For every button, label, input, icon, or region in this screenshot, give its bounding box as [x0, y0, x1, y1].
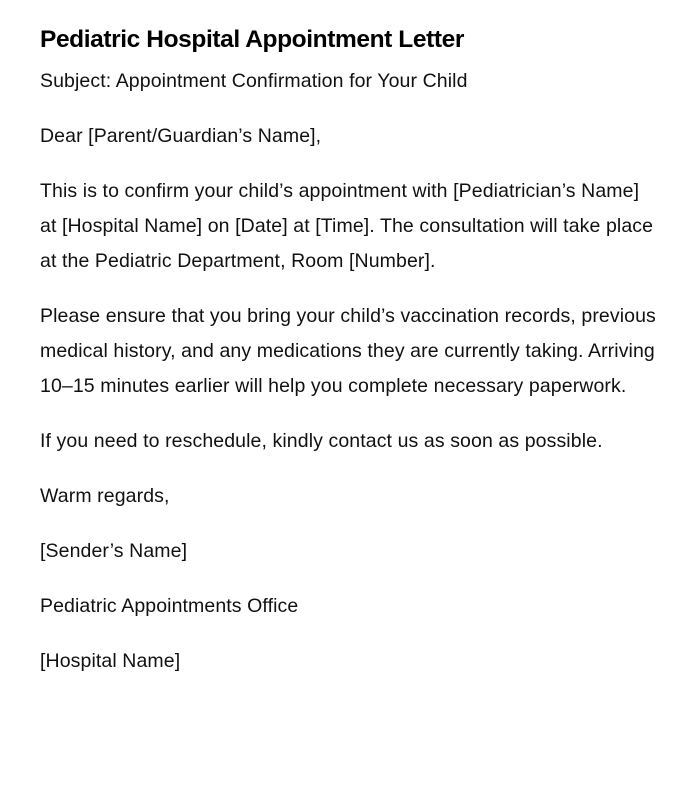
sender-name: [Sender’s Name] [40, 540, 188, 562]
letter-subject: Subject: Appointment Confirmation for Your Child [40, 70, 468, 92]
letter-title: Pediatric Hospital Appointment Letter [40, 26, 464, 53]
letter-paragraph-reschedule: If you need to reschedule, kindly contact us as soon as possible. [40, 430, 603, 452]
letter-closing: Warm regards, [40, 485, 170, 507]
sender-office: Pediatric Appointments Office [40, 595, 299, 617]
letter-paragraph-instructions: Please ensure that you bring your child’s vaccination records, previous medical history, and any medications they are currently taking. Arriving 10–15 minutes earlier will help you complete necessary paperwork. [40, 305, 656, 397]
letter-paragraph-confirmation: This is to confirm your child’s appointment with [Pediatrician’s Name] at [Hospital Name] on [Date] at [Time]. The consultation will take place at the Pediatric Department, Room [Number]. [40, 180, 654, 272]
sender-hospital: [Hospital Name] [40, 650, 181, 672]
letter-salutation: Dear [Parent/Guardian’s Name], [40, 125, 322, 147]
